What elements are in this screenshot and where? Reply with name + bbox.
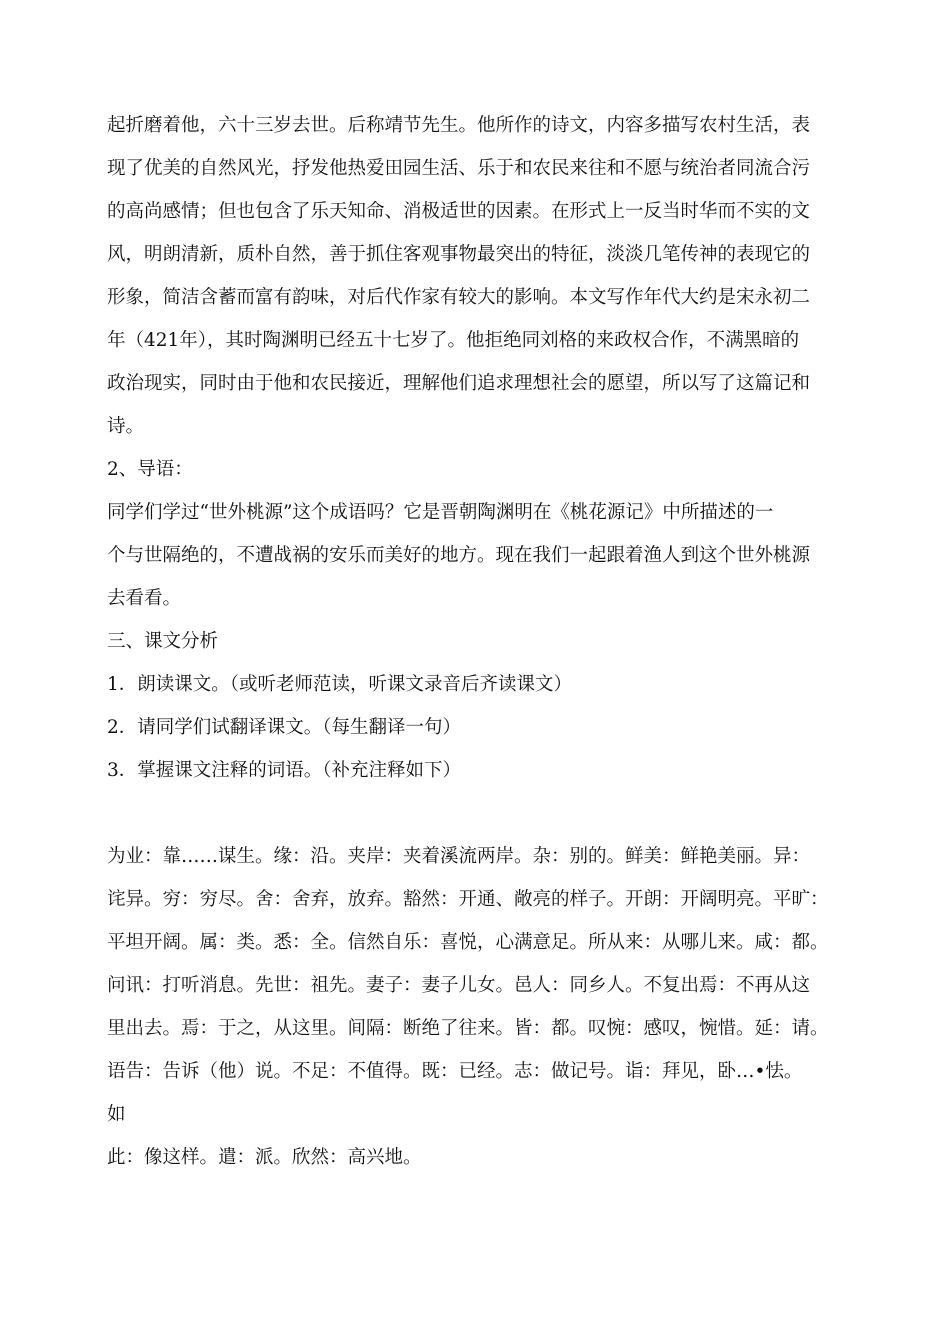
paragraph-line: 年（421年），其时陶渊明已经五十七岁了。他拒绝同刘格的来政权合作，不满黑暗的: [107, 330, 800, 351]
paragraph-line: 政治现实，同时由于他和农民接近，理解他们追求理想社会的愿望，所以写了这篇记和: [107, 373, 811, 394]
glossary-line: 如: [107, 1104, 126, 1125]
list-item: 3．掌握课文注释的词语。（补充注释如下）: [107, 760, 462, 781]
glossary-line: 平坦开阔。属：类。悉：全。信然自乐：喜悦，心满意足。所从来：从哪儿来。咸：都。: [107, 932, 829, 953]
glossary-line: 问讯：打听消息。先世：祖先。妻子：妻子儿女。邑人：同乡人。不复出焉：不再从这: [107, 975, 811, 996]
paragraph-line: 同学们学过“世外桃源”这个成语吗？它是晋朝陶渊明在《桃花源记》中所描述的一: [107, 502, 774, 523]
list-item: 2．请同学们试翻译课文。（每生翻译一句）: [107, 717, 462, 738]
paragraph-line: 形象，简洁含蓄而富有韵味，对后代作家有较大的影响。本文写作年代大约是宋永初二: [107, 287, 811, 308]
glossary-line: 诧异。穷：穷尽。舍：舍弃，放弃。豁然：开通、敞亮的样子。开朗：开阔明亮。平旷：: [107, 889, 829, 910]
glossary-line: 里出去。焉：于之，从这里。间隔：断绝了往来。皆：都。叹惋：感叹，惋惜。延：请。: [107, 1018, 829, 1039]
list-item: 1．朗读课文。（或听老师范读，听课文录音后齐读课文）: [107, 674, 573, 695]
paragraph-line: 风，明朗清新，质朴自然，善于抓住客观事物最突出的特征，淡淡几笔传神的表现它的: [107, 244, 811, 265]
glossary-line: 此：像这样。遣：派。欣然：高兴地。: [107, 1147, 422, 1168]
section-heading: 2、导语：: [107, 459, 193, 480]
paragraph-line: 的高尚感情；但也包含了乐天知命、消极适世的因素。在形式上一反当时华而不实的文: [107, 201, 811, 222]
paragraph-line: 诗。: [107, 416, 145, 437]
section-heading: 三、课文分析: [107, 631, 219, 652]
paragraph-line: 去看看。: [107, 588, 182, 609]
glossary-line: 语告：告诉（他）说。不足：不值得。既：已经。志：做记号。诣：拜见，卧…•怯。: [107, 1061, 803, 1082]
paragraph-line: 个与世隔绝的，不遭战祸的安乐而美好的地方。现在我们一起跟着渔人到这个世外桃源: [107, 545, 811, 566]
paragraph-line: 起折磨着他，六十三岁去世。后称靖节先生。他所作的诗文，内容多描写农村生活，表: [107, 115, 811, 136]
glossary-line: 为业：靠……谋生。缘：沿。夹岸：夹着溪流两岸。杂：别的。鲜美：鲜艳美丽。异：: [107, 846, 811, 867]
paragraph-line: 现了优美的自然风光，抒发他热爱田园生活、乐于和农民来往和不愿与统治者同流合污: [107, 158, 811, 179]
